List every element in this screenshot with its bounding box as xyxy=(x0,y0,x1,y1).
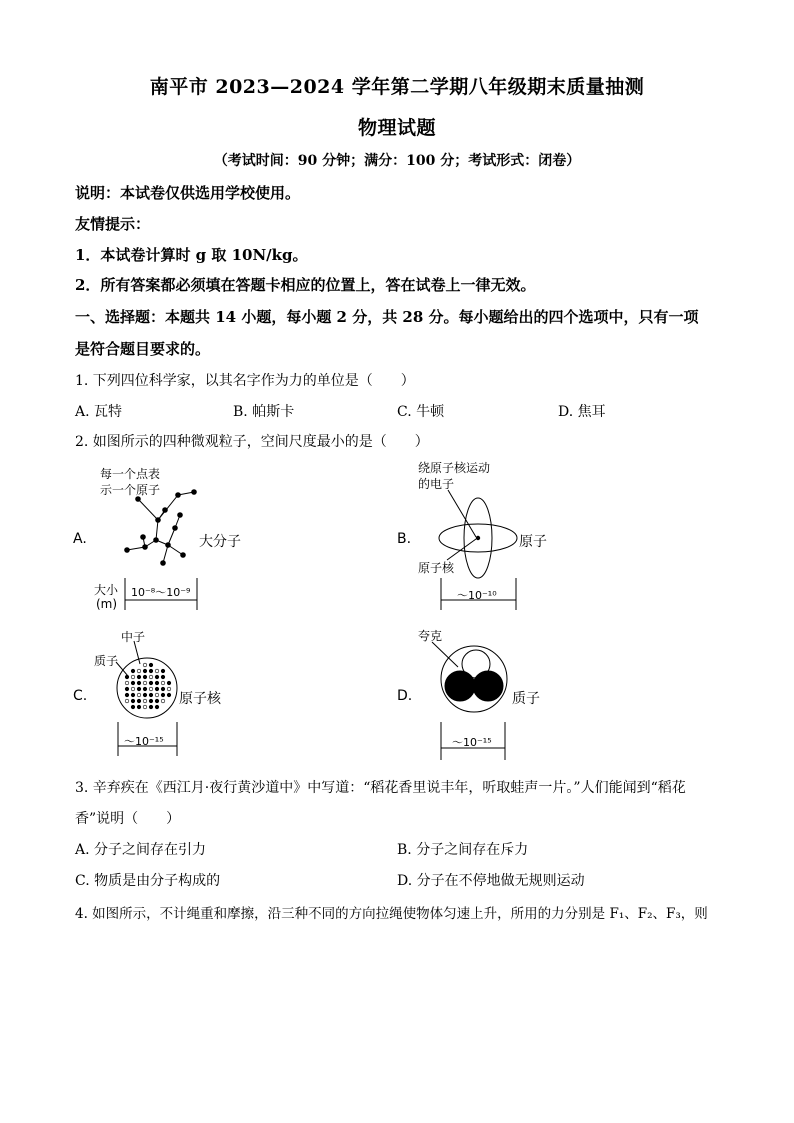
fig-d-quark-label: 夸克 xyxy=(418,629,443,643)
q2-stem: 2. 如图所示的四种微观粒子，空间尺度最小的是（ ） xyxy=(75,434,429,450)
section-1-line-2: 是符合题目要求的。 xyxy=(75,340,211,358)
tip-2: 2．所有答案都必须填在答题卡相应的位置上，答在试卷上一律无效。 xyxy=(75,276,536,294)
fig-a-size: 10⁻⁸～10⁻⁹ xyxy=(131,586,191,599)
page-subtitle: 物理试题 xyxy=(357,117,436,139)
fig-c-proton-label: 质子 xyxy=(94,654,119,668)
note-text: 说明：本试卷仅供选用学校使用。 xyxy=(75,184,301,202)
fig-a-letter: A. xyxy=(73,531,87,547)
q3-option-a: A. 分子之间存在引力 xyxy=(75,842,207,858)
q4-stem-line-1: 4. 如图所示，不计绳重和摩擦，沿三种不同的方向拉绳使物体匀速上升，所用的力分别是 F₁、F₂、F₃，则 xyxy=(75,906,708,922)
fig-a-note-2: 示一个原子 xyxy=(100,483,161,497)
q1-option-c: C. 牛顿 xyxy=(397,404,445,420)
fig-d-name: 质子 xyxy=(512,691,540,707)
q1-option-b: B. 帕斯卡 xyxy=(233,404,295,420)
fig-c-neutron-label: 中子 xyxy=(121,630,146,644)
q3-option-b: B. 分子之间存在斥力 xyxy=(397,842,529,858)
fig-d-size: ～10⁻¹⁵ xyxy=(452,736,492,749)
fig-b-nucleus-label: 原子核 xyxy=(418,561,455,575)
fig-a-unit: (m) xyxy=(96,597,118,611)
fig-d-letter: D. xyxy=(397,688,413,704)
section-1-line-1: 一、选择题：本题共 14 小题，每小题 2 分，共 28 分。每小题给出的四个选项中，只有一项 xyxy=(75,308,699,326)
exam-info: （考试时间：90 分钟；满分：100 分；考试形式：闭卷） xyxy=(213,153,581,169)
fig-a-note-1: 每一个点表 xyxy=(100,467,161,481)
fig-b-note-2: 的电子 xyxy=(418,477,455,491)
fig-a-name: 大分子 xyxy=(199,534,241,550)
page-title: 南平市 2023—2024 学年第二学期八年级期末质量抽测 xyxy=(149,76,645,98)
q3-option-c: C. 物质是由分子构成的 xyxy=(75,873,221,889)
fig-b-letter: B. xyxy=(397,531,412,547)
tip-1: 1．本试卷计算时 g 取 10N/kg。 xyxy=(75,246,308,264)
q3-stem-line-2: 香”说明（ ） xyxy=(75,811,181,827)
q1-stem: 1. 下列四位科学家，以其名字作为力的单位是（ ） xyxy=(75,373,415,389)
fig-c-size: ～10⁻¹⁵ xyxy=(124,735,164,748)
fig-c-name: 原子核 xyxy=(179,691,221,707)
q1-option-a: A. 瓦特 xyxy=(75,404,123,420)
fig-b-note-1: 绕原子核运动 xyxy=(418,461,491,475)
q1-option-d: D. 焦耳 xyxy=(558,404,606,420)
fig-b-name: 原子 xyxy=(519,534,547,550)
fig-b-size: ～10⁻¹⁰ xyxy=(457,589,497,602)
fig-a-size-label: 大小 xyxy=(94,583,119,597)
fig-c-letter: C. xyxy=(73,688,88,704)
q3-stem-line-1: 3. 辛弃疾在《西江月·夜行黄沙道中》中写道：“稻花香里说丰年，听取蛙声一片。”人们能闻到“稻花 xyxy=(75,780,686,796)
tips-title: 友情提示： xyxy=(75,215,151,233)
q3-option-d: D. 分子在不停地做无规则运动 xyxy=(397,873,585,889)
